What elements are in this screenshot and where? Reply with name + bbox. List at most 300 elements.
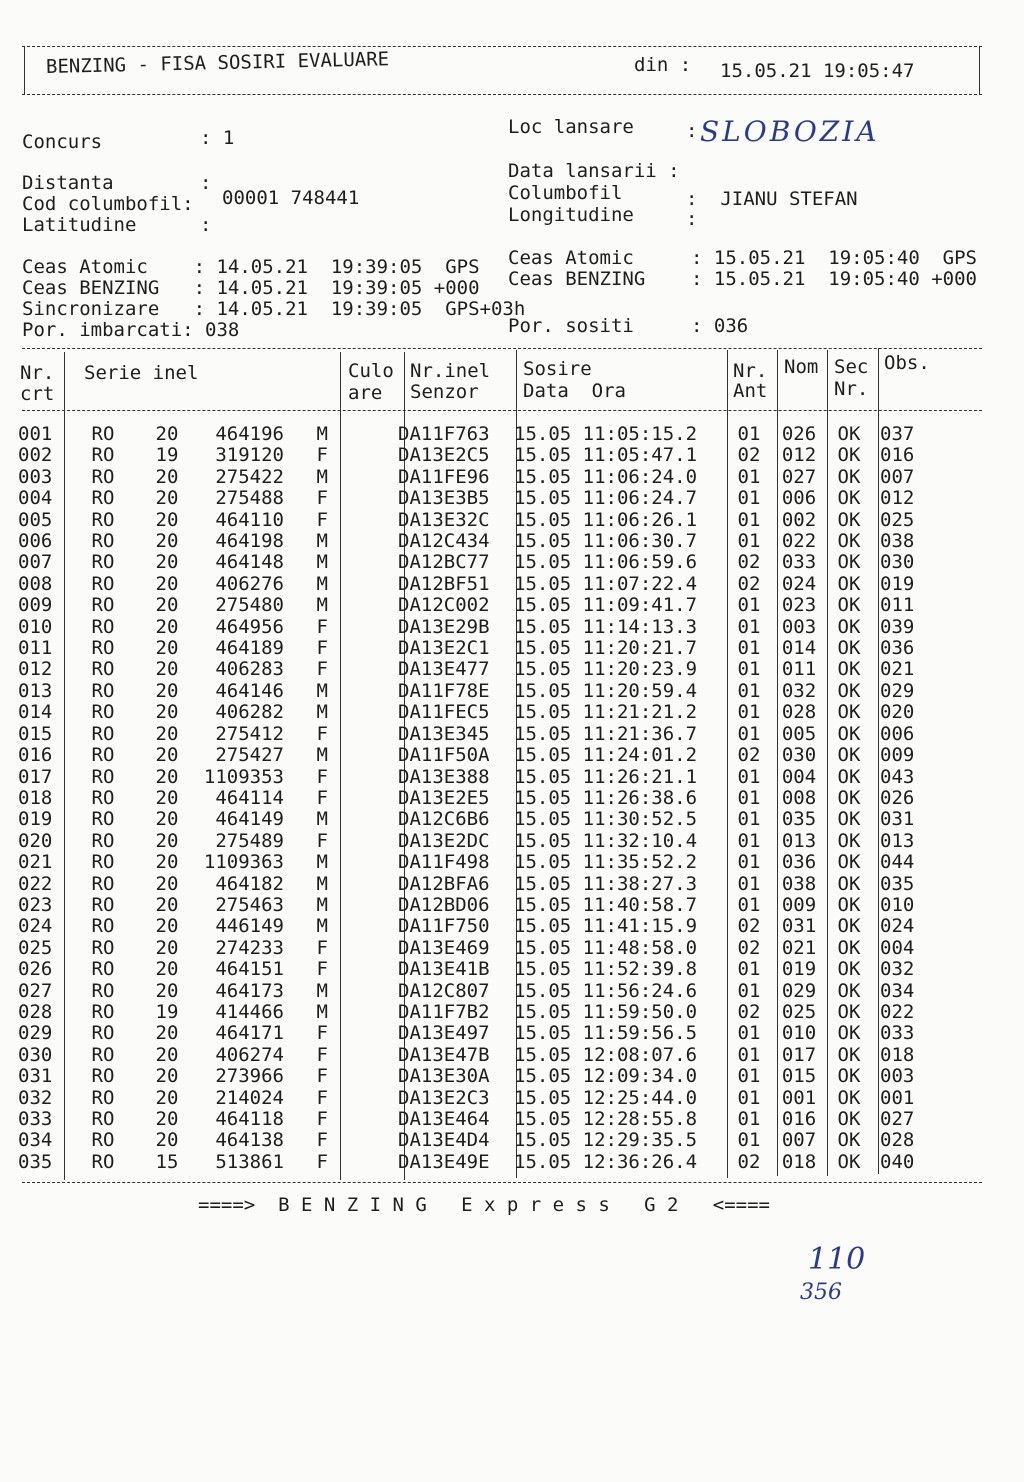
row-arrival: 15.05 12:36:26.4 [514,1150,698,1173]
row-sex: F [316,936,328,959]
row-color [332,1023,394,1044]
col-are: are [348,382,383,404]
row-color [332,938,394,959]
col-sec1: Sec [834,356,869,378]
row-sensor: DA13E2DC [398,829,490,852]
row-sensor: DA13E2E5 [398,786,490,809]
row-sensor: DA11FE96 [398,465,490,488]
row-color [332,681,394,702]
row-sec: OK [837,1129,861,1152]
row-nom: 033 [781,551,817,574]
row-year: 20 [155,679,179,702]
row-year: 20 [155,765,179,788]
row-obs: 019 [880,572,915,595]
row-ring-number: 275427 [215,744,284,767]
row-antenna: 01 [737,508,761,531]
row-year: 20 [155,722,179,745]
left-sync: Sincronizare : 14.05.21 19:39:05 GPS+03h [22,298,526,320]
row-sec: OK [837,508,861,531]
table-row [18,510,940,531]
table-row [18,531,940,552]
row-sex: M [316,423,328,445]
table-row [18,638,940,659]
row-sensor: DA11F750 [398,915,490,938]
row-antenna: 02 [737,1000,761,1023]
row-antenna: 01 [737,829,761,852]
row-arrival: 15.05 12:08:07.6 [514,1043,698,1066]
row-antenna: 01 [737,765,761,788]
row-color [332,574,394,595]
table-row [18,1023,940,1044]
row-antenna: 01 [737,872,761,895]
row-nom: 014 [781,637,817,660]
row-color [332,1088,394,1109]
row-nom: 021 [781,936,817,959]
distanta-value: : [200,172,212,194]
table-row [18,659,940,680]
row-sensor: DA13E49E [398,1150,490,1173]
row-sex: M [316,979,328,1002]
table-bottom-rule [22,1182,982,1183]
footer-banner: ====> B E N Z I N G E x p r e s s G 2 <==== [198,1194,770,1216]
row-nom: 006 [781,487,817,510]
row-nr: 009 [18,594,53,617]
col-senzor: Senzor [410,381,479,403]
row-sex: F [316,1129,328,1152]
row-nr: 015 [18,722,53,745]
row-sec: OK [837,637,861,660]
col-culo: Culo [348,360,394,382]
table-row [18,1109,940,1130]
row-sec: OK [837,572,861,595]
row-year: 19 [155,1000,179,1023]
row-country: RO [91,958,115,981]
row-sec: OK [837,487,861,510]
table-row [18,702,940,723]
col-obs: Obs. [884,352,930,374]
row-arrival: 15.05 12:09:34.0 [514,1065,698,1088]
row-sex: M [316,872,328,895]
row-sec: OK [837,551,861,574]
table-row [18,617,940,638]
row-nom: 001 [781,1086,817,1109]
row-antenna: 02 [737,915,761,938]
row-color [332,724,394,745]
table-row [18,938,940,959]
row-obs: 007 [880,465,915,488]
row-nr: 030 [18,1043,53,1066]
table-row [18,595,940,616]
row-nr: 013 [18,679,53,702]
table-row [18,852,940,873]
table-row [18,467,940,488]
row-nom: 010 [781,1022,817,1045]
row-country: RO [91,1000,115,1023]
col-nr: Nr. [20,362,55,384]
row-country: RO [91,487,115,510]
row-nr: 034 [18,1129,53,1152]
row-nr: 024 [18,915,53,938]
row-year: 15 [155,1150,179,1173]
col-nom: Nom [784,356,819,378]
row-sex: F [316,487,328,510]
row-color [332,981,394,1002]
row-antenna: 01 [737,979,761,1002]
row-sensor: DA11F763 [398,423,490,445]
row-color [332,745,394,766]
table-row [18,831,940,852]
row-sex: F [316,1022,328,1045]
row-obs: 004 [880,936,915,959]
row-arrival: 15.05 11:52:39.8 [514,958,698,981]
row-country: RO [91,936,115,959]
row-obs: 010 [880,893,915,916]
row-sensor: DA12BFA6 [398,872,490,895]
row-antenna: 01 [737,851,761,874]
row-arrival: 15.05 11:06:30.7 [514,530,698,553]
table-row [18,745,940,766]
row-sex: F [316,637,328,660]
col-nrant1: Nr. [733,360,768,382]
row-arrival: 15.05 11:26:21.1 [514,765,698,788]
row-sensor: DA13E2C3 [398,1086,490,1109]
row-color [332,767,394,788]
row-sex: F [316,444,328,467]
row-color [332,552,394,573]
cod-label: Cod columbofil: [22,193,194,215]
row-antenna: 01 [737,615,761,638]
row-sensor: DA11FEC5 [398,701,490,724]
row-nr: 025 [18,936,53,959]
row-sec: OK [837,1086,861,1109]
row-country: RO [91,786,115,809]
right-clock-benzing: Ceas BENZING : 15.05.21 19:05:40 +000 [508,268,977,290]
row-arrival: 15.05 11:41:15.9 [514,915,698,938]
row-country: RO [91,872,115,895]
row-nr: 012 [18,658,53,681]
row-country: RO [91,594,115,617]
row-country: RO [91,893,115,916]
row-color [332,531,394,552]
row-year: 20 [155,658,179,681]
loc-label: Loc lansare [508,116,634,138]
row-sensor: DA12BF51 [398,572,490,595]
row-nr: 007 [18,551,53,574]
long-label: Longitudine [508,204,634,226]
row-country: RO [91,508,115,531]
row-obs: 039 [880,615,915,638]
row-antenna: 01 [737,637,761,660]
row-nom: 035 [781,808,817,831]
row-color [332,467,394,488]
row-obs: 026 [880,786,915,809]
row-antenna: 01 [737,423,761,445]
row-obs: 033 [880,1022,915,1045]
row-nr: 011 [18,637,53,660]
row-sensor: DA13E2C5 [398,444,490,467]
row-sensor: DA11F498 [398,851,490,874]
row-year: 20 [155,829,179,852]
table-row [18,788,940,809]
row-nr: 014 [18,701,53,724]
table-row [18,981,940,1002]
row-nom: 026 [781,423,817,445]
row-nom: 018 [781,1150,817,1173]
columbofil-label: Columbofil [508,182,623,204]
row-country: RO [91,465,115,488]
row-obs: 001 [880,1086,915,1109]
row-sec: OK [837,530,861,553]
row-sensor: DA13E2C1 [398,637,490,660]
row-sec: OK [837,979,861,1002]
row-sec: OK [837,829,861,852]
row-sex: M [316,851,328,874]
row-obs: 009 [880,744,915,767]
row-sex: M [316,701,328,724]
row-country: RO [91,1150,115,1173]
row-arrival: 15.05 11:59:56.5 [514,1022,698,1045]
row-antenna: 01 [737,1065,761,1088]
left-clock-benzing: Ceas BENZING : 14.05.21 19:39:05 +000 [22,277,480,299]
row-nom: 027 [781,465,817,488]
row-year: 20 [155,1065,179,1088]
row-sensor: DA13E4D4 [398,1129,490,1152]
row-obs: 034 [880,979,915,1002]
row-country: RO [91,1065,115,1088]
row-sex: F [316,1043,328,1066]
row-sex: F [316,1065,328,1088]
row-sec: OK [837,444,861,467]
row-sec: OK [837,423,861,445]
row-sex: F [316,765,328,788]
row-sex: F [316,615,328,638]
row-year: 20 [155,487,179,510]
loc-colon: : [686,120,698,142]
row-sec: OK [837,915,861,938]
row-sec: OK [837,1000,861,1023]
row-obs: 035 [880,872,915,895]
row-antenna: 02 [737,936,761,959]
row-arrival: 15.05 11:24:01.2 [514,744,698,767]
row-sensor: DA13E469 [398,936,490,959]
row-ring-number: 406274 [215,1043,284,1066]
row-ring-number: 464149 [215,808,284,831]
row-nr: 031 [18,1065,53,1088]
handwritten-note-1: 110 [808,1242,866,1277]
row-ring-number: 464118 [215,1108,284,1130]
row-year: 20 [155,508,179,531]
row-sex: M [316,465,328,488]
row-nr: 004 [18,487,53,510]
row-sec: OK [837,936,861,959]
row-arrival: 15.05 11:06:26.1 [514,508,698,531]
row-obs: 021 [880,658,915,681]
row-sex: F [316,1086,328,1109]
row-nr: 029 [18,1022,53,1045]
col-crt: crt [20,383,55,405]
row-nr: 026 [18,958,53,981]
row-nom: 004 [781,765,817,788]
row-year: 20 [155,701,179,724]
row-year: 20 [155,465,179,488]
imbarcati-count: Por. imbarcati: 038 [22,319,240,341]
row-sec: OK [837,765,861,788]
row-year: 20 [155,936,179,959]
row-color [332,659,394,680]
table-row [18,1088,940,1109]
row-sensor: DA12C434 [398,530,490,553]
row-sec: OK [837,701,861,724]
row-year: 19 [155,444,179,467]
row-sec: OK [837,851,861,874]
row-year: 20 [155,594,179,617]
row-antenna: 01 [737,487,761,510]
row-year: 20 [155,958,179,981]
row-antenna: 02 [737,744,761,767]
row-sensor: DA13E345 [398,722,490,745]
row-nom: 038 [781,872,817,895]
table-row [18,1130,940,1151]
handwritten-note-2: 356 [800,1280,842,1305]
row-color [332,874,394,895]
table-row [18,1152,940,1173]
row-color [332,1066,394,1087]
row-ring-number: 1109353 [203,765,284,788]
row-ring-number: 464148 [215,551,284,574]
row-nom: 030 [781,744,817,767]
row-ring-number: 464182 [215,872,284,895]
row-sensor: DA13E477 [398,658,490,681]
row-sec: OK [837,722,861,745]
row-arrival: 15.05 11:59:50.0 [514,1000,698,1023]
row-ring-number: 406276 [215,572,284,595]
row-sex: M [316,915,328,938]
row-country: RO [91,444,115,467]
row-antenna: 01 [737,1086,761,1109]
row-nom: 028 [781,701,817,724]
col-dataora: Data Ora [523,380,626,402]
row-arrival: 15.05 11:14:13.3 [514,615,698,638]
row-sec: OK [837,958,861,981]
row-country: RO [91,1086,115,1109]
distanta-label: Distanta [22,172,114,194]
row-sex: F [316,786,328,809]
row-obs: 027 [880,1108,915,1130]
row-country: RO [91,808,115,831]
row-sensor: DA12C002 [398,594,490,617]
row-arrival: 15.05 11:20:59.4 [514,679,698,702]
row-country: RO [91,722,115,745]
row-country: RO [91,1108,115,1130]
row-ring-number: 464956 [215,615,284,638]
row-antenna: 01 [737,1022,761,1045]
row-arrival: 15.05 11:05:47.1 [514,444,698,467]
row-sensor: DA12C807 [398,979,490,1002]
row-color [332,788,394,809]
table-row [18,916,940,937]
row-arrival: 15.05 11:21:36.7 [514,722,698,745]
col-nrinel: Nr.inel [410,360,491,382]
row-obs: 044 [880,851,915,874]
row-ring-number: 274233 [215,936,284,959]
row-arrival: 15.05 11:20:23.9 [514,658,698,681]
row-country: RO [91,572,115,595]
row-year: 20 [155,1129,179,1152]
row-obs: 040 [880,1150,915,1173]
loc-value-handwritten: SLOBOZIA [700,115,880,148]
row-nr: 022 [18,872,53,895]
concurs-label: Concurs [22,131,103,153]
row-sensor: DA13E3B5 [398,487,490,510]
row-antenna: 01 [737,701,761,724]
row-sensor: DA12BD06 [398,893,490,916]
row-ring-number: 464198 [215,530,284,553]
row-country: RO [91,851,115,874]
table-row [18,1066,940,1087]
row-arrival: 15.05 11:06:24.7 [514,487,698,510]
table-row [18,1002,940,1023]
row-arrival: 15.05 11:35:52.2 [514,851,698,874]
row-obs: 020 [880,701,915,724]
row-sensor: DA13E29B [398,615,490,638]
row-color [332,1002,394,1023]
row-ring-number: 464171 [215,1022,284,1045]
row-color [332,1045,394,1066]
row-sex: M [316,572,328,595]
row-sex: F [316,829,328,852]
row-ring-number: 1109363 [203,851,284,874]
row-country: RO [91,915,115,938]
row-year: 20 [155,893,179,916]
row-ring-number: 464138 [215,1129,284,1152]
row-arrival: 15.05 11:26:38.6 [514,786,698,809]
row-year: 20 [155,1086,179,1109]
row-nom: 016 [781,1108,817,1130]
header-bottom-rule [22,410,982,411]
table-row [18,809,940,830]
row-sec: OK [837,615,861,638]
title-bottom-rule [22,94,982,95]
left-clock-atomic: Ceas Atomic : 14.05.21 19:39:05 GPS [22,256,480,278]
row-arrival: 15.05 11:30:52.5 [514,808,698,831]
row-nr: 023 [18,893,53,916]
table-row [18,1045,940,1066]
row-year: 20 [155,979,179,1002]
row-nom: 022 [781,530,817,553]
row-obs: 022 [880,1000,915,1023]
row-nom: 017 [781,1043,817,1066]
row-year: 20 [155,1022,179,1045]
row-antenna: 02 [737,444,761,467]
row-color [332,617,394,638]
row-nr: 003 [18,465,53,488]
row-color [332,488,394,509]
row-country: RO [91,701,115,724]
table-row [18,445,940,466]
row-obs: 011 [880,594,915,617]
row-nr: 035 [18,1150,53,1173]
row-nr: 028 [18,1000,53,1023]
row-obs: 012 [880,487,915,510]
row-nom: 009 [781,893,817,916]
row-country: RO [91,530,115,553]
row-color [332,1130,394,1151]
row-sensor: DA13E497 [398,1022,490,1045]
row-ring-number: 214024 [215,1086,284,1109]
row-sex: M [316,530,328,553]
row-year: 20 [155,615,179,638]
arrivals-table-body [18,424,940,1173]
